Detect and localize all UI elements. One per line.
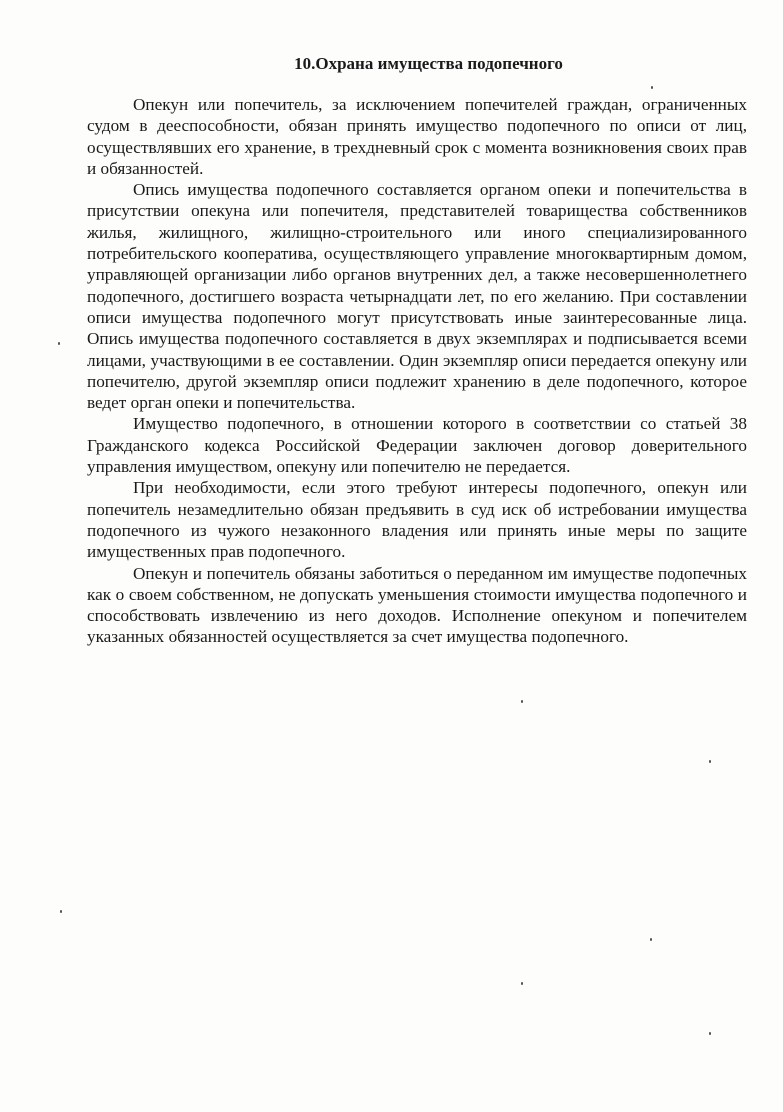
paragraph-inventory: Опись имущества подопечного составляется органом опеки и попечительства в присутствии опекуна или попечителя, представителей товарищества собственников жилья, жилищного, жилищно-строительного или иного специализированного потребительского кооператива, осуществляющего управление многоквартирным домом, управляющей организации либо органов внутренних дел, а также несовершеннолетнего подопечного, достигшего возраста четырнадцати лет, по его желанию. При составлении описи имущества подопечного могут присутствовать иные заинтересованные лица. Опись имущества подопечного составляется в двух экземплярах и подписывается всеми лицами, участвующими в ее составлении. Один экземпляр описи передается опекуну или попечителю, другой экземпляр описи подлежит хранению в деле подопечного, которое ведет орган опеки и попечительства. xyxy=(87,180,747,413)
paragraph-acceptance: Опекун или попечитель, за исключением попечителей граждан, ограниченных судом в дееспособности, обязан принять имущество подопечного по описи от лиц, осуществлявших его хранение, в трехдневный срок с момента возникновения своих прав и обязанностей. xyxy=(87,95,747,178)
paragraph-care-duties: Опекун и попечитель обязаны заботиться о переданном им имуществе подопечных как о своем собственном, не допускать уменьшения стоимости имущества подопечного и способствовать извлечению из него доходов. Исполнение опекуном и попечителем указанных обязанностей осуществляется за счет имущества подопечного. xyxy=(87,563,747,647)
scan-speck xyxy=(60,910,62,913)
scan-speck xyxy=(521,700,523,703)
scan-speck xyxy=(58,342,60,345)
scan-speck xyxy=(650,938,652,941)
scan-speck xyxy=(521,982,523,985)
paragraph-trust-management: Имущество подопечного, в отношении которого в соответствии со статьей 38 Гражданского кодекса Российской Федерации заключен договор доверительного управления имуществом, опекуну или попечителю не передается. xyxy=(87,414,747,477)
scan-speck xyxy=(651,86,653,89)
document-body xyxy=(87,94,747,648)
page-title: 10.Охрана имущества подопечного xyxy=(294,54,563,73)
scan-speck xyxy=(709,760,711,763)
paragraph-legal-action: При необходимости, если этого требуют интересы подопечного, опекун или попечитель незамедлительно обязан предъявить в суд иск об истребовании имущества подопечного из чужого незаконного владения или принять иные меры по защите имущественных прав подопечного. xyxy=(87,478,747,562)
scan-speck xyxy=(709,1032,711,1035)
